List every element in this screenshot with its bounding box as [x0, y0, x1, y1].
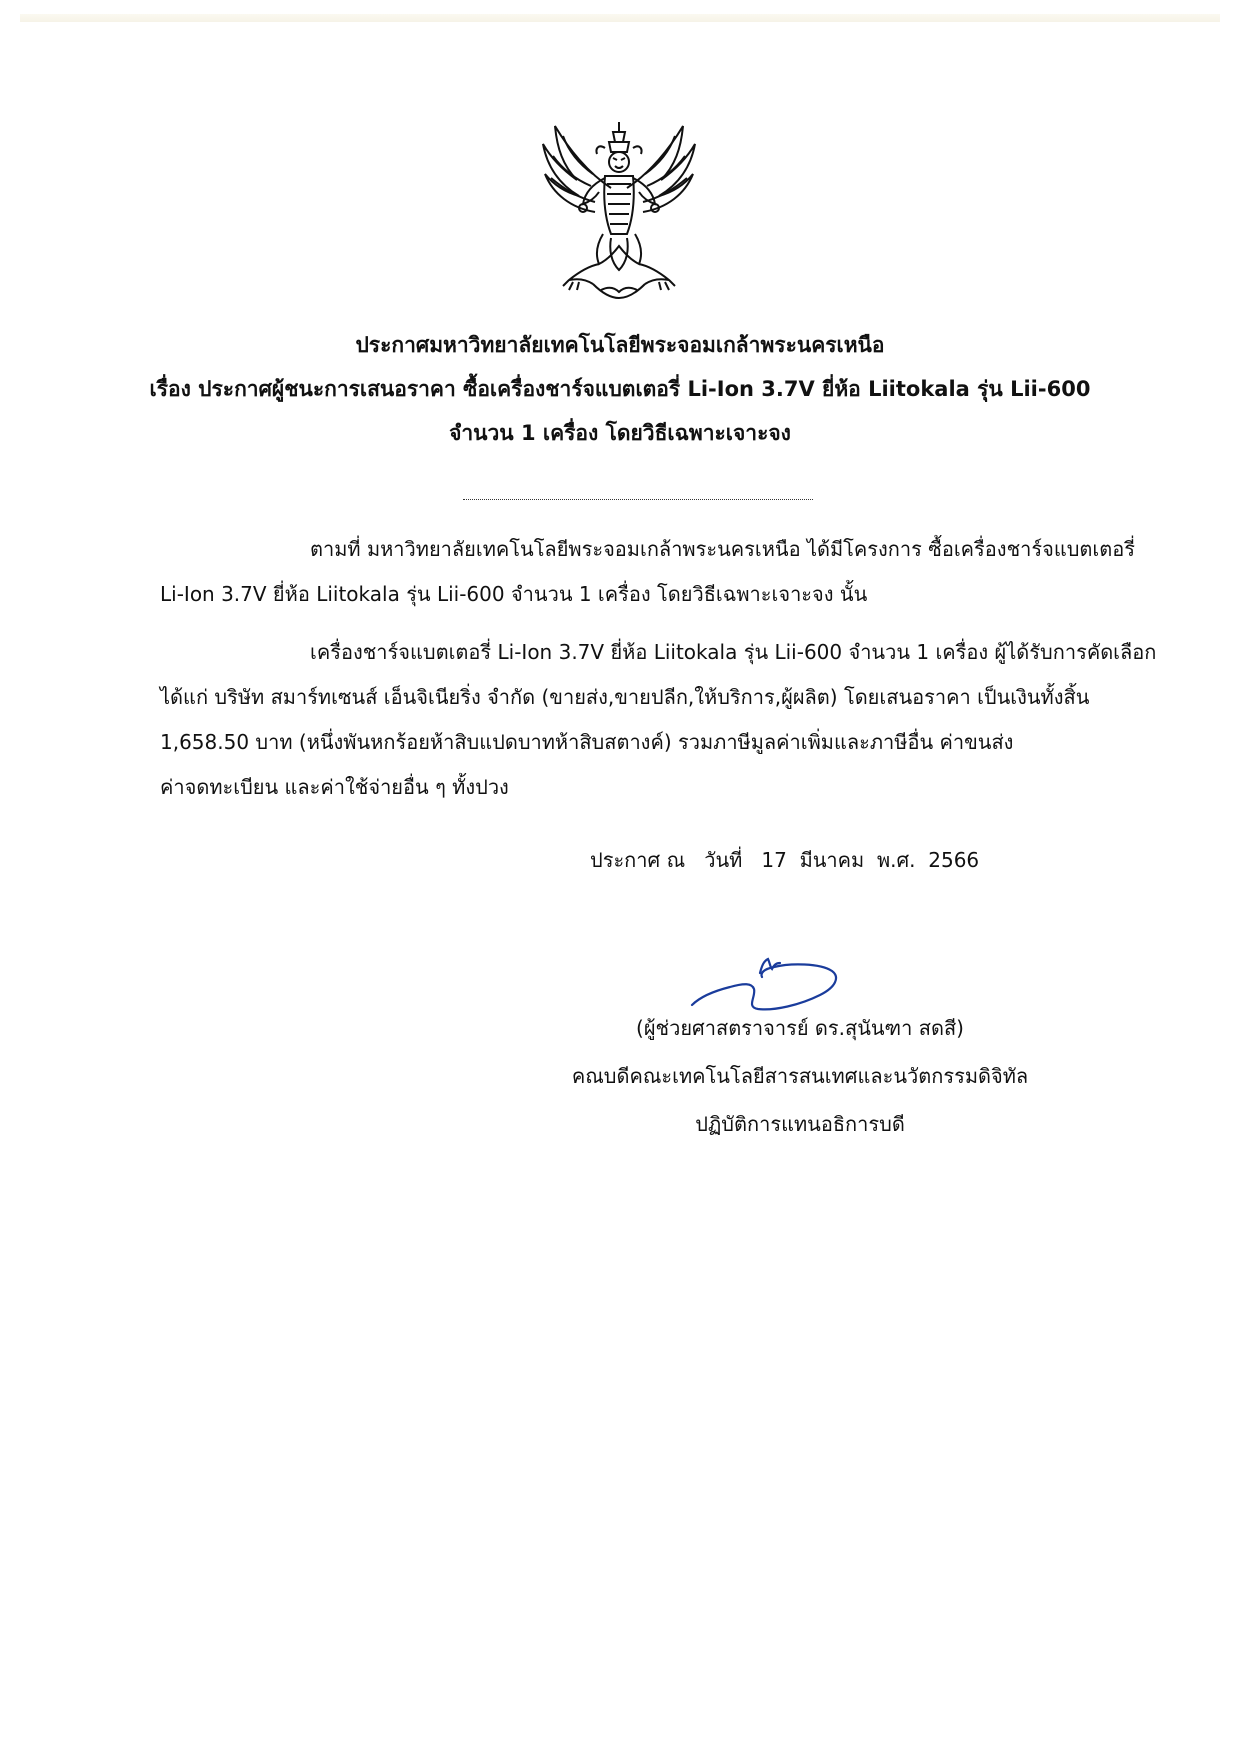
scan-edge: [20, 14, 1220, 22]
date-month: มีนาคม: [799, 848, 865, 872]
subject-line: เรื่อง ประกาศผู้ชนะการเสนอราคา ซื้อเครื่องชาร์จแบตเตอรี่ Li-Ion 3.7V ยี่ห้อ Liitokala รุ่น Lii-600: [149, 377, 1091, 401]
paragraph-line: Li-Ion 3.7V ยี่ห้อ Liitokala รุ่น Lii-600 จำนวน 1 เครื่อง โดยวิธีเฉพาะเจาะจง นั้น: [160, 582, 868, 606]
date-prefix: ประกาศ ณ: [590, 848, 686, 872]
document-title: ประกาศมหาวิทยาลัยเทคโนโลยีพระจอมเกล้าพระนครเหนือ: [355, 333, 885, 357]
announcement-date: [590, 845, 979, 875]
date-year: 2566: [928, 848, 980, 872]
date-day: 17: [761, 848, 787, 872]
subject-line-continued: จำนวน 1 เครื่อง โดยวิธีเฉพาะเจาะจง: [449, 421, 791, 445]
title-divider: [463, 499, 813, 500]
date-day-label: วันที่: [704, 848, 743, 872]
paragraph-line: ค่าจดทะเบียน และค่าใช้จ่ายอื่น ๆ ทั้งปวง: [160, 775, 509, 799]
handwritten-signature: [690, 953, 850, 1013]
paragraph-line: เครื่องชาร์จแบตเตอรี่ Li-Ion 3.7V ยี่ห้อ Liitokala รุ่น Lii-600 จำนวน 1 เครื่อง ผู้ได้รับการคัดเลือก: [310, 640, 1157, 664]
body-paragraph-1: [160, 527, 1135, 617]
paragraph-line: 1,658.50 บาท (หนึ่งพันหกร้อยห้าสิบแปดบาทห้าสิบสตางค์) รวมภาษีมูลค่าเพิ่มและภาษีอื่น ค่าขนส่ง: [160, 730, 1014, 754]
garuda-emblem-icon: [533, 118, 705, 300]
signatory-position: คณบดีคณะเทคโนโลยีสารสนเทศและนวัตกรรมดิจิทัล: [571, 1064, 1029, 1088]
signatory-name: (ผู้ช่วยศาสตราจารย์ ดร.สุนันฑา สดสี): [636, 1016, 964, 1040]
body-paragraph-2: [160, 630, 1157, 810]
signatory-acting-role: ปฏิบัติการแทนอธิการบดี: [695, 1112, 905, 1136]
paragraph-line: ตามที่ มหาวิทยาลัยเทคโนโลยีพระจอมเกล้าพระนครเหนือ ได้มีโครงการ ซื้อเครื่องชาร์จแบตเตอรี่: [310, 537, 1135, 561]
date-era: พ.ศ.: [876, 848, 916, 872]
paragraph-line: ได้แก่ บริษัท สมาร์ทเซนส์ เอ็นจิเนียริ่ง จำกัด (ขายส่ง,ขายปลีก,ให้บริการ,ผู้ผลิต) โดยเสนอราคา เป็นเงินทั้งสิ้น: [160, 685, 1090, 709]
